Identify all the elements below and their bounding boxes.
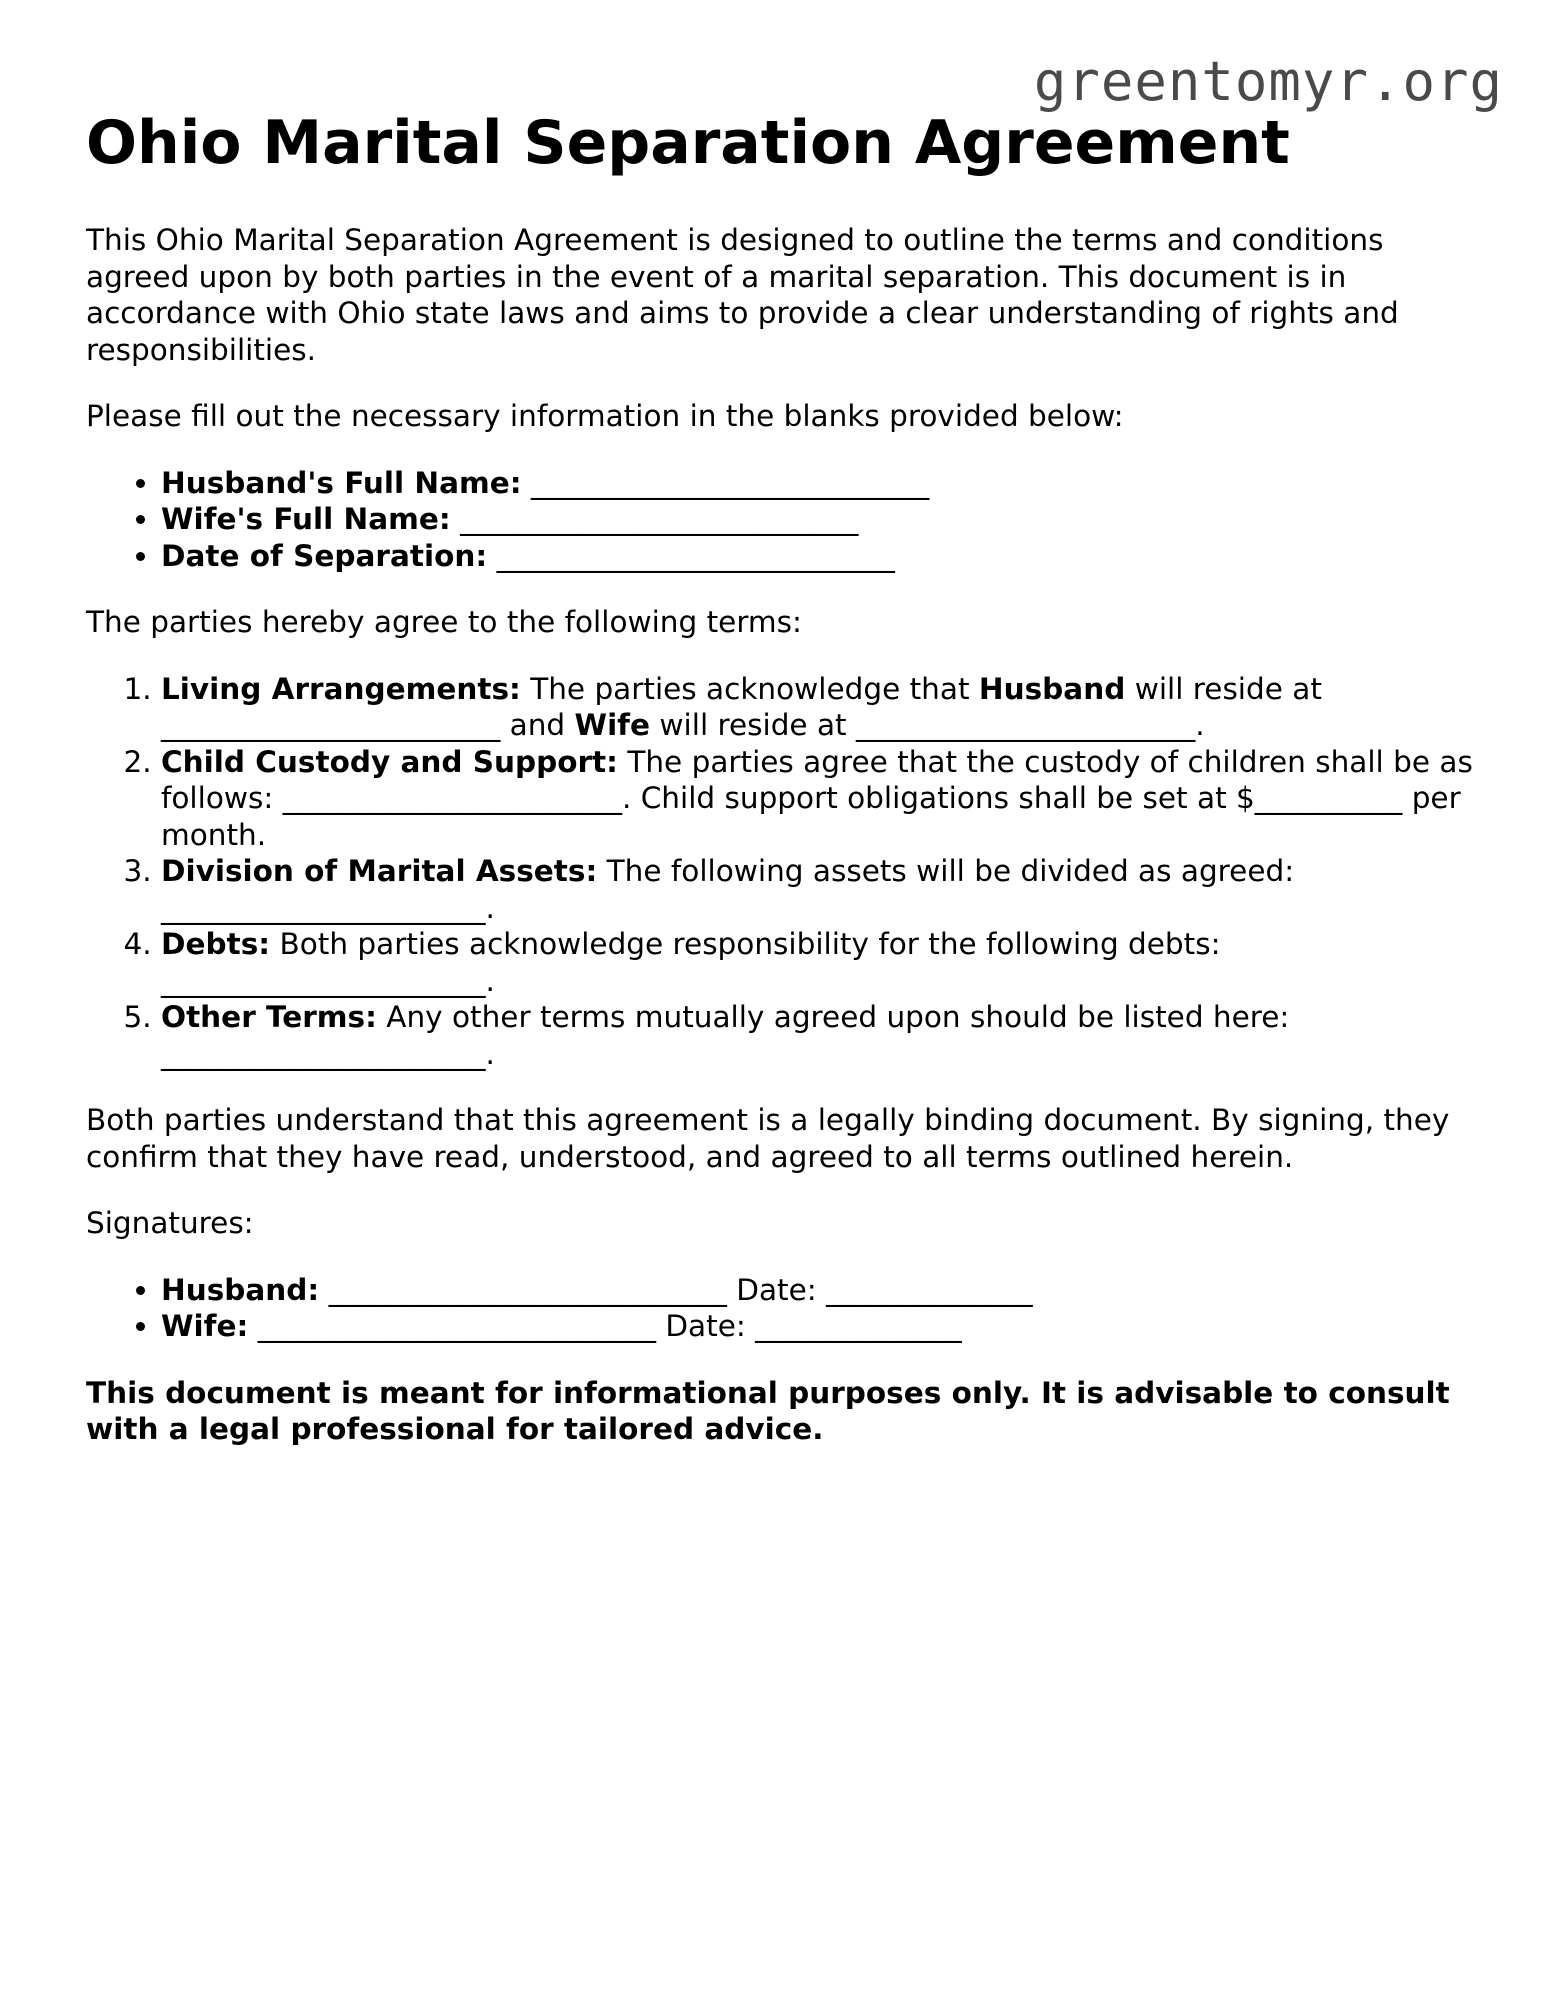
field-wife-name[interactable]: [161, 501, 1486, 538]
term-text: The parties agree that the custody of children shall be as follows:: [161, 744, 1473, 815]
term-heading: Child Custody and Support:: [161, 744, 618, 779]
term-heading: Living Arrangements:: [161, 671, 521, 706]
document-body: [86, 222, 1486, 1478]
blank-line[interactable]: $__________: [1236, 781, 1403, 815]
blank-line[interactable]: ______________________.: [161, 890, 495, 925]
date-label: Date:: [736, 1272, 817, 1307]
blank-line[interactable]: ___________________________: [460, 502, 859, 536]
field-label: Date of Separation:: [161, 538, 488, 573]
blank-line[interactable]: ______________________.: [161, 1036, 495, 1071]
disclaimer: This document is meant for informational purposes only. It is advisable to consult with a legal professional for tailored advice.: [86, 1375, 1450, 1446]
term-heading: Other Terms:: [161, 1000, 377, 1034]
term-text: . Child support obligations shall be set at: [621, 781, 1227, 815]
date-blank[interactable]: ______________: [755, 1309, 962, 1343]
term-living-arrangements: [161, 671, 1486, 744]
signatures-list: [86, 1272, 1486, 1345]
field-label: Husband's Full Name:: [161, 465, 522, 500]
term-marital-assets: [161, 853, 1486, 926]
date-blank[interactable]: ______________: [826, 1272, 1033, 1307]
blank-line[interactable]: ___________________________: [530, 465, 930, 500]
signature-blank[interactable]: ___________________________: [328, 1272, 727, 1307]
term-text: will reside at: [1134, 671, 1322, 706]
term-text: per month.: [161, 781, 1461, 852]
term-debts: [161, 926, 1486, 999]
signature-wife[interactable]: [161, 1308, 1486, 1345]
fill-instruction: Please fill out the necessary information in the blanks provided below:: [86, 399, 1124, 433]
term-other: [161, 999, 1486, 1072]
signature-blank[interactable]: ___________________________: [257, 1309, 656, 1343]
signature-husband[interactable]: [161, 1272, 1486, 1309]
terms-intro: The parties hereby agree to the following terms:: [86, 605, 802, 639]
term-text: and: [509, 708, 566, 742]
term-heading: Debts:: [161, 927, 271, 961]
term-text: Husband: [978, 671, 1126, 706]
term-text: Wife: [574, 708, 651, 742]
intro-paragraph: This Ohio Marital Separation Agreement is designed to outline the terms and conditions agreed upon by both parties in the event of a marital separation. This document is in accordance with Ohio state laws and aims to provide a clear understanding of rights and responsibilities.: [86, 223, 1399, 367]
blank-line[interactable]: _______________________: [282, 781, 622, 815]
term-heading: Division of Marital Assets:: [161, 854, 598, 888]
term-child-custody: [161, 744, 1486, 854]
blank-line[interactable]: ___________________________: [496, 538, 895, 573]
party-fields-list: [86, 465, 1486, 575]
binding-paragraph: Both parties understand that this agreement is a legally binding document. By signing, they confirm that they have read, understood, and agreed to all terms outlined herein.: [86, 1103, 1450, 1174]
term-text: Any other terms mutually agreed upon should be listed here:: [386, 1000, 1290, 1034]
term-text: Both parties acknowledge responsibility for the following debts:: [279, 927, 1221, 961]
blank-line[interactable]: ______________________.: [161, 963, 495, 998]
field-husband-name[interactable]: [161, 465, 1486, 502]
term-text: .: [1195, 708, 1205, 742]
watermark: greentomyr.org: [1033, 50, 1503, 113]
signatures-label: Signatures:: [86, 1206, 254, 1240]
blank-line[interactable]: _______________________: [161, 708, 501, 742]
blank-line[interactable]: _______________________: [856, 708, 1196, 742]
term-text: The following assets will be divided as agreed:: [606, 854, 1295, 888]
field-separation-date[interactable]: [161, 538, 1486, 575]
term-text: will reside at: [659, 708, 847, 742]
page-title: Ohio Marital Separation Agreement: [86, 108, 1290, 178]
date-label: Date:: [665, 1309, 746, 1343]
term-text: The parties acknowledge that: [530, 671, 970, 706]
signature-label: Husband:: [161, 1272, 320, 1307]
terms-list: [86, 671, 1486, 1073]
signature-label: Wife:: [161, 1309, 249, 1343]
field-label: Wife's Full Name:: [161, 502, 451, 536]
